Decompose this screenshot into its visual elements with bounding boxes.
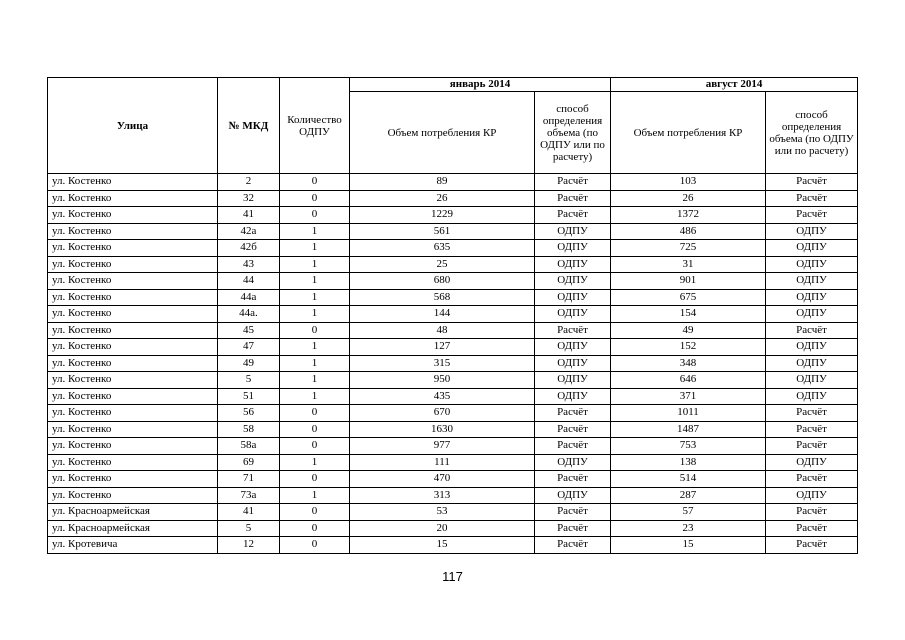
volume-january-cell: 48 xyxy=(350,322,535,339)
street-cell: ул. Костенко xyxy=(48,405,218,422)
street-cell: ул. Костенко xyxy=(48,454,218,471)
volume-august-cell: 15 xyxy=(611,537,766,554)
street-cell: ул. Костенко xyxy=(48,372,218,389)
volume-january-cell: 89 xyxy=(350,174,535,191)
street-cell: ул. Костенко xyxy=(48,421,218,438)
method-august-cell: Расчёт xyxy=(766,520,858,537)
header-volume-january: Объем потребления КР xyxy=(350,92,535,174)
volume-january-cell: 568 xyxy=(350,289,535,306)
method-january-cell: ОДПУ xyxy=(535,339,611,356)
street-cell: ул. Костенко xyxy=(48,256,218,273)
odpu-count-cell: 0 xyxy=(280,537,350,554)
method-january-cell: ОДПУ xyxy=(535,487,611,504)
street-cell: ул. Костенко xyxy=(48,355,218,372)
street-cell: ул. Красноармейская xyxy=(48,504,218,521)
mkd-cell: 44а xyxy=(218,289,280,306)
table-row xyxy=(48,520,858,537)
volume-august-cell: 138 xyxy=(611,454,766,471)
volume-january-cell: 26 xyxy=(350,190,535,207)
street-cell: ул. Костенко xyxy=(48,388,218,405)
volume-january-cell: 680 xyxy=(350,273,535,290)
mkd-cell: 51 xyxy=(218,388,280,405)
method-august-cell: ОДПУ xyxy=(766,240,858,257)
odpu-count-cell: 0 xyxy=(280,405,350,422)
street-cell: ул. Костенко xyxy=(48,339,218,356)
method-august-cell: ОДПУ xyxy=(766,289,858,306)
table-row xyxy=(48,174,858,191)
method-august-cell: Расчёт xyxy=(766,322,858,339)
method-august-cell: ОДПУ xyxy=(766,256,858,273)
method-august-cell: Расчёт xyxy=(766,207,858,224)
method-august-cell: Расчёт xyxy=(766,504,858,521)
mkd-cell: 58а xyxy=(218,438,280,455)
method-august-cell: Расчёт xyxy=(766,471,858,488)
method-january-cell: Расчёт xyxy=(535,537,611,554)
method-august-cell: Расчёт xyxy=(766,190,858,207)
volume-august-cell: 49 xyxy=(611,322,766,339)
odpu-count-cell: 0 xyxy=(280,520,350,537)
header-volume-august: Объем потребления КР xyxy=(611,92,766,174)
volume-august-cell: 725 xyxy=(611,240,766,257)
mkd-cell: 41 xyxy=(218,207,280,224)
mkd-cell: 42б xyxy=(218,240,280,257)
odpu-count-cell: 1 xyxy=(280,256,350,273)
street-cell: ул. Костенко xyxy=(48,306,218,323)
odpu-count-cell: 0 xyxy=(280,471,350,488)
method-january-cell: ОДПУ xyxy=(535,289,611,306)
odpu-count-cell: 1 xyxy=(280,388,350,405)
mkd-cell: 5 xyxy=(218,372,280,389)
method-august-cell: ОДПУ xyxy=(766,306,858,323)
table-row xyxy=(48,372,858,389)
table-row xyxy=(48,388,858,405)
volume-january-cell: 144 xyxy=(350,306,535,323)
odpu-count-cell: 1 xyxy=(280,339,350,356)
mkd-cell: 42а xyxy=(218,223,280,240)
method-january-cell: ОДПУ xyxy=(535,223,611,240)
volume-august-cell: 57 xyxy=(611,504,766,521)
volume-august-cell: 152 xyxy=(611,339,766,356)
method-august-cell: ОДПУ xyxy=(766,372,858,389)
mkd-cell: 49 xyxy=(218,355,280,372)
volume-january-cell: 950 xyxy=(350,372,535,389)
volume-august-cell: 371 xyxy=(611,388,766,405)
mkd-cell: 41 xyxy=(218,504,280,521)
header-method-january: способ определения объема (по ОДПУ или по расчету) xyxy=(535,92,611,174)
mkd-cell: 2 xyxy=(218,174,280,191)
method-january-cell: ОДПУ xyxy=(535,372,611,389)
header-period-august: август 2014 xyxy=(611,78,858,92)
mkd-cell: 47 xyxy=(218,339,280,356)
street-cell: ул. Костенко xyxy=(48,190,218,207)
volume-january-cell: 561 xyxy=(350,223,535,240)
odpu-count-cell: 0 xyxy=(280,322,350,339)
odpu-count-cell: 0 xyxy=(280,504,350,521)
method-august-cell: ОДПУ xyxy=(766,487,858,504)
volume-january-cell: 20 xyxy=(350,520,535,537)
volume-january-cell: 315 xyxy=(350,355,535,372)
volume-january-cell: 435 xyxy=(350,388,535,405)
method-august-cell: Расчёт xyxy=(766,174,858,191)
street-cell: ул. Костенко xyxy=(48,273,218,290)
volume-january-cell: 53 xyxy=(350,504,535,521)
table-row xyxy=(48,223,858,240)
method-january-cell: ОДПУ xyxy=(535,355,611,372)
method-august-cell: ОДПУ xyxy=(766,355,858,372)
method-january-cell: Расчёт xyxy=(535,421,611,438)
mkd-cell: 45 xyxy=(218,322,280,339)
header-method-august: способ определения объема (по ОДПУ или по расчету) xyxy=(766,92,858,174)
table-row xyxy=(48,322,858,339)
method-august-cell: Расчёт xyxy=(766,537,858,554)
header-mkd: № МКД xyxy=(218,78,280,174)
mkd-cell: 44 xyxy=(218,273,280,290)
odpu-count-cell: 1 xyxy=(280,223,350,240)
street-cell: ул. Кротевича xyxy=(48,537,218,554)
method-august-cell: ОДПУ xyxy=(766,273,858,290)
odpu-count-cell: 1 xyxy=(280,273,350,290)
volume-august-cell: 26 xyxy=(611,190,766,207)
method-august-cell: Расчёт xyxy=(766,438,858,455)
method-august-cell: Расчёт xyxy=(766,405,858,422)
odpu-count-cell: 1 xyxy=(280,372,350,389)
volume-august-cell: 103 xyxy=(611,174,766,191)
table-row xyxy=(48,273,858,290)
volume-january-cell: 313 xyxy=(350,487,535,504)
odpu-count-cell: 0 xyxy=(280,174,350,191)
table-body xyxy=(48,174,858,554)
street-cell: ул. Костенко xyxy=(48,322,218,339)
method-january-cell: ОДПУ xyxy=(535,273,611,290)
volume-august-cell: 486 xyxy=(611,223,766,240)
odpu-count-cell: 1 xyxy=(280,289,350,306)
method-january-cell: Расчёт xyxy=(535,471,611,488)
volume-january-cell: 1630 xyxy=(350,421,535,438)
method-january-cell: ОДПУ xyxy=(535,388,611,405)
header-odpu-count: Количество ОДПУ xyxy=(280,78,350,174)
volume-august-cell: 23 xyxy=(611,520,766,537)
street-cell: ул. Костенко xyxy=(48,289,218,306)
mkd-cell: 71 xyxy=(218,471,280,488)
document-sheet xyxy=(47,77,857,554)
street-cell: ул. Красноармейская xyxy=(48,520,218,537)
mkd-cell: 12 xyxy=(218,537,280,554)
volume-august-cell: 31 xyxy=(611,256,766,273)
mkd-cell: 32 xyxy=(218,190,280,207)
table-row xyxy=(48,487,858,504)
volume-august-cell: 348 xyxy=(611,355,766,372)
volume-january-cell: 977 xyxy=(350,438,535,455)
method-august-cell: ОДПУ xyxy=(766,388,858,405)
volume-january-cell: 1229 xyxy=(350,207,535,224)
volume-august-cell: 753 xyxy=(611,438,766,455)
volume-january-cell: 25 xyxy=(350,256,535,273)
method-january-cell: ОДПУ xyxy=(535,454,611,471)
odpu-count-cell: 0 xyxy=(280,438,350,455)
method-august-cell: ОДПУ xyxy=(766,339,858,356)
volume-august-cell: 1372 xyxy=(611,207,766,224)
mkd-cell: 69 xyxy=(218,454,280,471)
mkd-cell: 58 xyxy=(218,421,280,438)
mkd-cell: 73а xyxy=(218,487,280,504)
odpu-count-cell: 0 xyxy=(280,207,350,224)
table-row xyxy=(48,306,858,323)
volume-august-cell: 901 xyxy=(611,273,766,290)
method-january-cell: Расчёт xyxy=(535,438,611,455)
page-number: 117 xyxy=(442,569,463,584)
table-row xyxy=(48,339,858,356)
method-january-cell: Расчёт xyxy=(535,322,611,339)
method-january-cell: Расчёт xyxy=(535,207,611,224)
street-cell: ул. Костенко xyxy=(48,487,218,504)
method-january-cell: ОДПУ xyxy=(535,306,611,323)
header-period-january: январь 2014 xyxy=(350,78,611,92)
table-row xyxy=(48,289,858,306)
table-row xyxy=(48,355,858,372)
volume-january-cell: 470 xyxy=(350,471,535,488)
volume-january-cell: 635 xyxy=(350,240,535,257)
volume-august-cell: 154 xyxy=(611,306,766,323)
table-row xyxy=(48,240,858,257)
table-row xyxy=(48,405,858,422)
method-january-cell: Расчёт xyxy=(535,504,611,521)
method-january-cell: Расчёт xyxy=(535,405,611,422)
method-august-cell: Расчёт xyxy=(766,421,858,438)
method-january-cell: ОДПУ xyxy=(535,256,611,273)
odpu-count-cell: 1 xyxy=(280,355,350,372)
volume-august-cell: 287 xyxy=(611,487,766,504)
volume-august-cell: 1487 xyxy=(611,421,766,438)
mkd-cell: 5 xyxy=(218,520,280,537)
table-row xyxy=(48,256,858,273)
street-cell: ул. Костенко xyxy=(48,240,218,257)
odpu-count-cell: 0 xyxy=(280,421,350,438)
volume-august-cell: 1011 xyxy=(611,405,766,422)
consumption-table xyxy=(47,77,858,554)
street-cell: ул. Костенко xyxy=(48,471,218,488)
method-august-cell: ОДПУ xyxy=(766,454,858,471)
volume-january-cell: 670 xyxy=(350,405,535,422)
odpu-count-cell: 1 xyxy=(280,306,350,323)
method-january-cell: Расчёт xyxy=(535,190,611,207)
street-cell: ул. Костенко xyxy=(48,223,218,240)
volume-august-cell: 514 xyxy=(611,471,766,488)
mkd-cell: 43 xyxy=(218,256,280,273)
mkd-cell: 44а. xyxy=(218,306,280,323)
table-row xyxy=(48,471,858,488)
table-row xyxy=(48,207,858,224)
street-cell: ул. Костенко xyxy=(48,207,218,224)
volume-august-cell: 675 xyxy=(611,289,766,306)
method-january-cell: Расчёт xyxy=(535,520,611,537)
odpu-count-cell: 1 xyxy=(280,487,350,504)
table-row xyxy=(48,190,858,207)
table-row xyxy=(48,537,858,554)
street-cell: ул. Костенко xyxy=(48,174,218,191)
table-row xyxy=(48,504,858,521)
method-august-cell: ОДПУ xyxy=(766,223,858,240)
volume-august-cell: 646 xyxy=(611,372,766,389)
odpu-count-cell: 1 xyxy=(280,240,350,257)
odpu-count-cell: 0 xyxy=(280,190,350,207)
volume-january-cell: 111 xyxy=(350,454,535,471)
header-street: Улица xyxy=(48,78,218,174)
street-cell: ул. Костенко xyxy=(48,438,218,455)
table-row xyxy=(48,421,858,438)
method-january-cell: ОДПУ xyxy=(535,240,611,257)
volume-january-cell: 127 xyxy=(350,339,535,356)
odpu-count-cell: 1 xyxy=(280,454,350,471)
table-row xyxy=(48,438,858,455)
method-january-cell: Расчёт xyxy=(535,174,611,191)
mkd-cell: 56 xyxy=(218,405,280,422)
volume-january-cell: 15 xyxy=(350,537,535,554)
table-row xyxy=(48,454,858,471)
